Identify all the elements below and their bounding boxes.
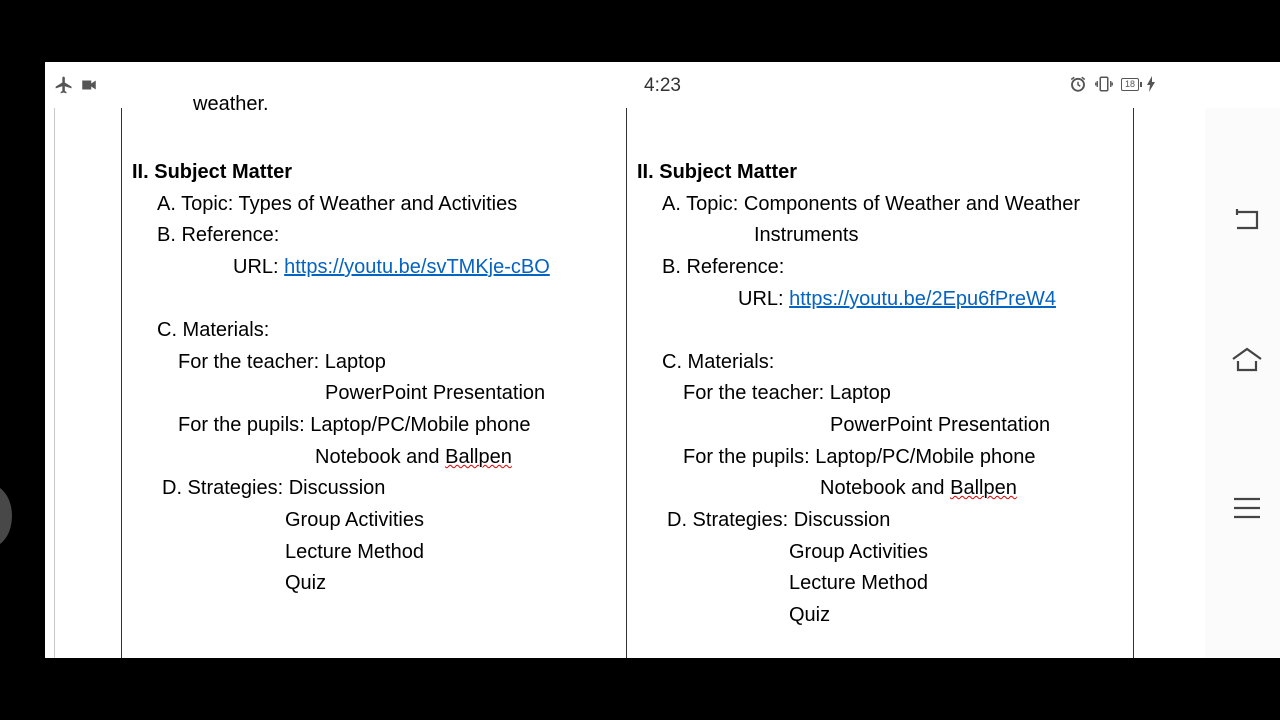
battery-icon: 18 xyxy=(1121,78,1139,91)
materials-line: C. Materials: xyxy=(662,351,775,373)
url-line: URL: https://youtu.be/2Epu6fPreW4 xyxy=(738,288,1056,310)
floating-bubble[interactable] xyxy=(0,485,12,547)
status-time: 4:23 xyxy=(644,75,681,96)
menu-icon[interactable] xyxy=(1231,494,1263,524)
strategy-item: Group Activities xyxy=(789,541,928,563)
teacher-line-2: PowerPoint Presentation xyxy=(830,414,1051,436)
status-right-icons xyxy=(1069,75,1156,93)
reference-line: B. Reference: xyxy=(662,256,785,278)
topic-line-2: Instruments xyxy=(754,224,859,246)
page-margin-left xyxy=(54,108,55,658)
pupils-line: For the pupils: Laptop/PC/Mobile phone xyxy=(683,446,1036,468)
subject-matter-heading: II. Subject Matter xyxy=(132,161,293,183)
left-column xyxy=(132,108,632,658)
navigation-bar xyxy=(1205,108,1280,658)
strategy-item: Lecture Method xyxy=(789,572,928,594)
table-border-left xyxy=(121,108,122,658)
subject-matter-heading: II. Subject Matter xyxy=(637,161,798,183)
pupils-line-2: Notebook and Ballpen xyxy=(820,477,1017,499)
pupils-line-2: Notebook and Ballpen xyxy=(315,446,512,468)
strategy-item: Quiz xyxy=(789,604,831,626)
pupils-line: For the pupils: Laptop/PC/Mobile phone xyxy=(178,414,531,436)
teacher-line: For the teacher: Laptop xyxy=(178,351,386,373)
reference-link[interactable]: https://youtu.be/2Epu6fPreW4 xyxy=(789,288,1056,310)
materials-line: C. Materials: xyxy=(157,319,270,341)
strategies-line: D. Strategies: Discussion xyxy=(162,477,386,499)
topic-line: A. Topic: Components of Weather and Weather xyxy=(662,193,1081,215)
reference-line: B. Reference: xyxy=(157,224,280,246)
strategies-line: D. Strategies: Discussion xyxy=(667,509,891,531)
teacher-line: For the teacher: Laptop xyxy=(683,382,891,404)
reference-link[interactable]: https://youtu.be/svTMKje-cBO xyxy=(284,256,550,278)
document-page[interactable] xyxy=(45,93,1205,658)
teacher-line-2: PowerPoint Presentation xyxy=(325,382,546,404)
strategy-item: Quiz xyxy=(285,572,327,594)
right-column xyxy=(637,108,1137,658)
back-icon[interactable] xyxy=(1231,206,1263,236)
strategy-item: Group Activities xyxy=(285,509,424,531)
topic-line: A. Topic: Types of Weather and Activities xyxy=(157,193,518,215)
cut-off-text: weather. xyxy=(193,93,269,115)
vibrate-icon xyxy=(1094,75,1114,93)
strategy-item: Lecture Method xyxy=(285,541,424,563)
url-line: URL: https://youtu.be/svTMKje-cBO xyxy=(233,256,550,278)
alarm-icon xyxy=(1069,75,1087,93)
home-icon[interactable] xyxy=(1231,344,1263,374)
charging-icon xyxy=(1146,76,1156,92)
screen xyxy=(45,62,1280,658)
